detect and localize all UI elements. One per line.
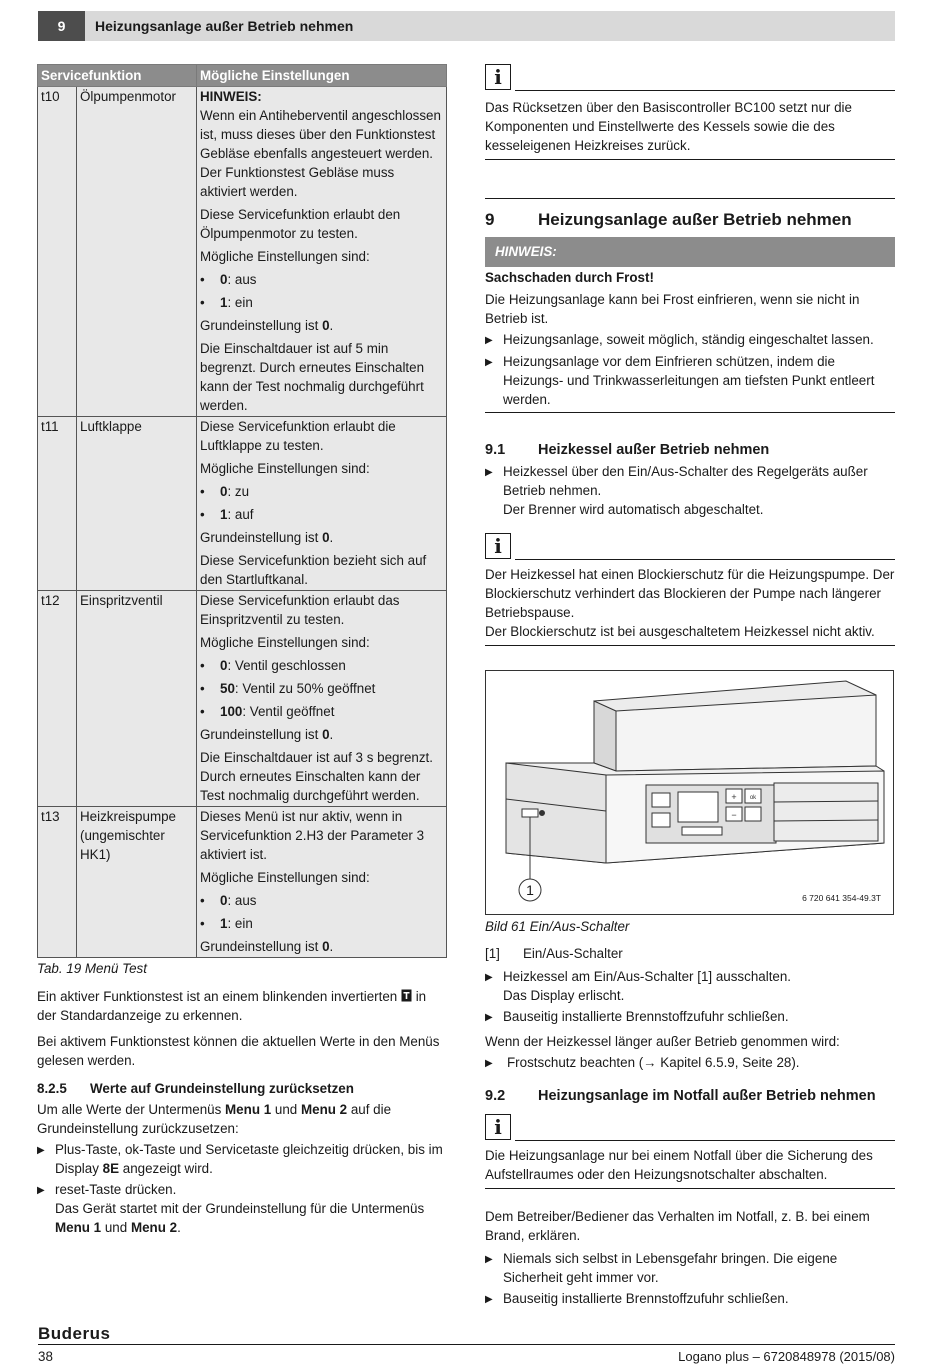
section-heading: 9 Heizungsanlage außer Betrieb nehmen [485,209,852,229]
desc-text: Diese Servicefunktion erlaubt den Ölpumpenmotor zu testen. [200,207,401,241]
desc-text: Mögliche Einstellungen sind: [200,249,370,264]
info-icon: i [485,533,511,559]
test-indicator-icon [401,989,412,1004]
row-name: Luftklappe [77,417,197,591]
left-column [37,64,448,1237]
warning-title: Sachschaden durch Frost! [485,270,654,285]
svg-text:−: − [731,810,737,820]
default-setting: Grundeinstellung ist 0. [200,318,334,333]
triangle-right-icon: ▶ [485,357,493,368]
paragraph: Ein aktiver Funktionstest ist an einem blinkenden invertierten in der Standardanzeige zu erkennen. [37,989,427,1023]
table-header-service: Servicefunktion [38,65,197,87]
default-setting: Grundeinstellung ist 0. [200,939,334,954]
section-title: Heizungsanlage außer Betrieb nehmen [95,18,354,34]
desc-text: Mögliche Einstellungen sind: [200,635,370,650]
legend-item: [1] Ein/Aus-Schalter [485,946,623,961]
section-number: 9 [38,11,85,41]
table-row [38,87,447,417]
brand-logo: Buderus [38,1324,111,1343]
list-item: • 100: Ventil geöffnet [200,704,335,719]
list-item: • 0: zu [200,484,250,499]
row-name: Einspritzventil [77,591,197,807]
info-note: i Der Heizkessel hat einen Blockierschutz für die Heizungspumpe. Der Blockierschutz verhindert das Blockieren der Pumpe nach längerer Betriebspause. Der Blockierschutz ist bei ausgeschaltetem Heizkessel nicht aktiv. [485,533,895,646]
document-id: Logano plus – 6720848978 (2015/08) [678,1349,895,1364]
row-code: t10 [38,87,77,417]
row-description [197,591,447,807]
triangle-right-icon: ▶ [485,1058,493,1069]
table-row [38,591,447,807]
right-column [485,64,895,1309]
desc-text: Dieses Menü ist nur aktiv, wenn in Servicefunktion 2.H3 der Parameter 3 aktiviert ist. [200,809,425,862]
hinweis-label: HINWEIS: [200,89,262,104]
table-caption: Tab. 19 Menü Test [37,961,147,976]
row-code: t13 [38,807,77,958]
list-item: ▶ Bauseitig installierte Brennstoffzufuhr schließen. [485,1289,895,1309]
paragraph: Dem Betreiber/Bediener das Verhalten im Notfall, z. B. bei einem Brand, erklären. [485,1209,870,1243]
row-code: t12 [38,591,77,807]
triangle-right-icon: ▶ [37,1185,45,1196]
desc-text: Diese Servicefunktion bezieht sich auf den Startluftkanal. [200,553,427,587]
figure-code: 6 720 641 354-49.3T [802,893,881,903]
desc-text: Diese Servicefunktion erlaubt die Luftklappe zu testen. [200,419,396,453]
subsection-heading: 8.2.5 Werte auf Grundeinstellung zurücksetzen [37,1081,354,1096]
subsection-heading: 9.1 Heizkessel außer Betrieb nehmen [485,442,770,458]
list-item: ▶ Bauseitig installierte Brennstoffzufuhr schließen. [485,1007,895,1027]
paragraph: Um alle Werte der Untermenüs Menu 1 und Menu 2 auf die Grundeinstellung zurückzusetzen: [37,1102,392,1136]
triangle-right-icon: ▶ [485,1254,493,1265]
service-table [37,64,447,958]
triangle-right-icon: ▶ [485,335,493,346]
default-setting: Grundeinstellung ist 0. [200,727,334,742]
hinweis-bar: HINWEIS: [485,237,895,267]
list-item: • 0: Ventil geschlossen [200,658,346,673]
list-item: ▶ Heizungsanlage vor dem Einfrieren schützen, indem die Heizungs- und Trinkwasserleitungen am tiefsten Punkt entleert werden. [485,354,875,407]
list-item: ▶ reset-Taste drücken. Das Gerät startet mit der Grundeinstellung für die Untermenüs Menu 1 und Menu 2. [37,1182,425,1235]
desc-text: Die Einschaltdauer ist auf 3 s begrenzt. Durch erneutes Einschalten kann der Test nochmalig durchgeführt werden. [200,750,433,803]
triangle-right-icon: ▶ [485,972,493,983]
info-note: i Das Rücksetzen über den Basiscontroller BC100 setzt nur die Komponenten und Einstellwerte des Kessels sowie die des kesseleigenen Heizkreises zurück. [485,64,895,160]
table-row [38,417,447,591]
list-item: ▶ Heizkessel am Ein/Aus-Schalter [1] ausschalten. Das Display erlischt. [485,969,792,1003]
svg-text:1: 1 [526,882,534,898]
triangle-right-icon: ▶ [485,1012,493,1023]
list-item: • 50: Ventil zu 50% geöffnet [200,681,376,696]
desc-text: Die Einschaltdauer ist auf 5 min begrenzt. Durch erneutes Einschalten kann der Test nochmalig durchgeführt werden. [200,341,425,413]
svg-text:+: + [731,792,737,802]
figure-caption: Bild 61 Ein/Aus-Schalter [485,919,630,934]
row-description [197,87,447,417]
list-item: • 0: aus [200,272,257,287]
figure-on-off-switch [485,670,894,915]
triangle-right-icon: ▶ [37,1145,45,1156]
list-item: • 1: ein [200,295,253,310]
paragraph: Bei aktivem Funktionstest können die aktuellen Werte in den Menüs gelesen werden. [37,1034,440,1068]
row-description [197,807,447,958]
list-item: • 0: aus [200,893,257,908]
triangle-right-icon: ▶ [485,1294,493,1305]
triangle-right-icon: ▶ [485,467,493,478]
page-number: 38 [38,1349,53,1364]
info-icon: i [485,1114,511,1140]
table-header-settings: Mögliche Einstellungen [197,65,447,87]
list-item: ▶ Heizungsanlage, soweit möglich, ständig eingeschaltet lassen. [485,330,895,350]
list-item: ▶ Frostschutz beachten (→ Kapitel 6.5.9, Seite 28). [485,1053,895,1073]
row-name: Heizkreispumpe (ungemischter HK1) [77,807,197,958]
desc-text: Mögliche Einstellungen sind: [200,461,370,476]
table-row [38,807,447,958]
row-description [197,417,447,591]
boiler-controller-illustration [486,671,893,914]
info-note: i Die Heizungsanlage nur bei einem Notfall über die Sicherung des Aufstellraumes oder den Heizungsnotschalter abschalten. [485,1114,895,1189]
paragraph: Die Heizungsanlage kann bei Frost einfrieren, wenn sie nicht in Betrieb ist. [485,292,860,326]
list-item: • 1: ein [200,916,253,931]
row-code: t11 [38,417,77,591]
subsection-heading: 9.2 Heizungsanlage im Notfall außer Betrieb nehmen [485,1088,876,1104]
list-item: • 1: auf [200,507,254,522]
desc-text: Mögliche Einstellungen sind: [200,870,370,885]
svg-text:ok: ok [749,795,757,801]
desc-text: Diese Servicefunktion erlaubt das Einspritzventil zu testen. [200,593,400,627]
paragraph: Wenn der Heizkessel länger außer Betrieb genommen wird: [485,1034,840,1049]
section-header [38,11,895,41]
list-item: ▶ Niemals sich selbst in Lebensgefahr bringen. Die eigene Sicherheit geht immer vor. [485,1251,838,1285]
hinweis-text: Wenn ein Antiheberventil angeschlossen ist, muss dieses über den Funktionstest Gebläse ebenfalls angesteuert werden. Der Funktionstest Gebläse muss aktiviert werden. [200,108,441,199]
default-setting: Grundeinstellung ist 0. [200,530,334,545]
list-item: ▶ Heizkessel über den Ein/Aus-Schalter des Regelgeräts außer Betrieb nehmen. Der Brenner wird automatisch abgeschaltet. [485,464,868,517]
row-name: Ölpumpenmotor [77,87,197,417]
list-item: ▶ Plus-Taste, ok-Taste und Servicetaste gleichzeitig drücken, bis im Display 8E angezeigt wird. [37,1142,443,1176]
info-icon: i [485,64,511,90]
